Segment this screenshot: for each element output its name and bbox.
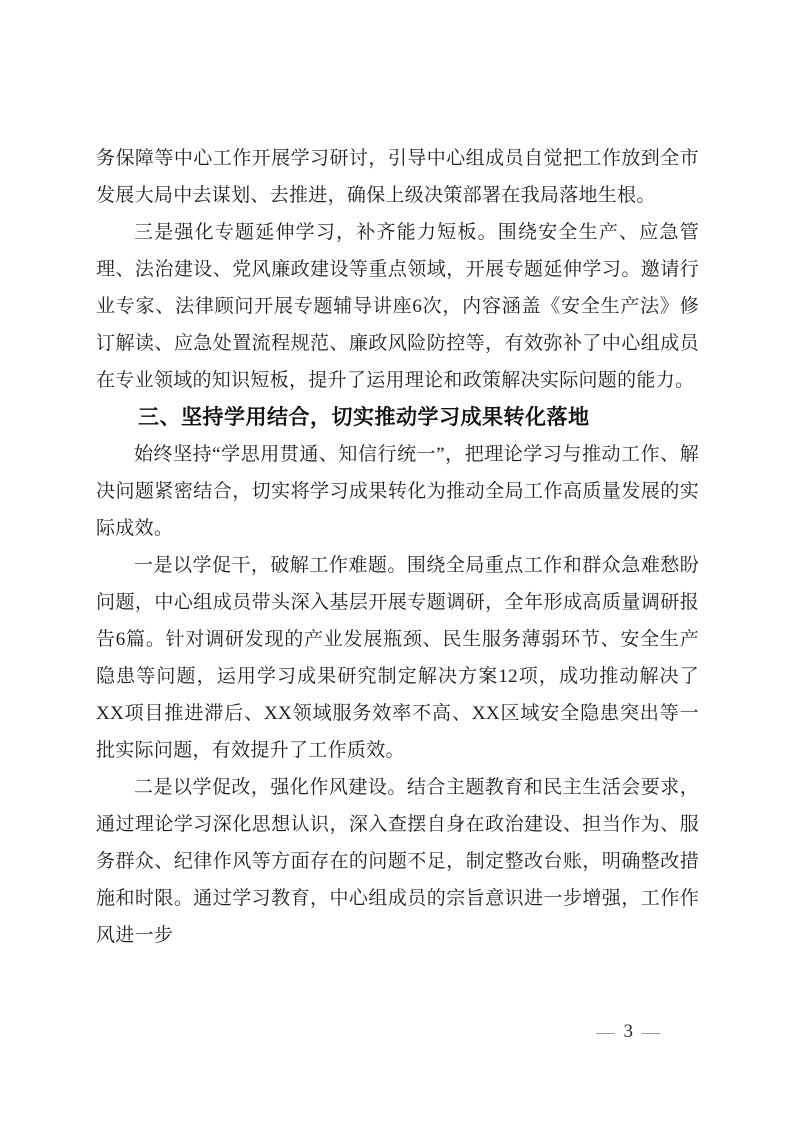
paragraph-continuation: 务保障等中心工作开展学习研讨，引导中心组成员自觉把工作放到全市发展大局中去谋划、去推进，确保上级决策部署在我局落地生根。 <box>96 148 699 206</box>
footer-dash-left: — <box>596 1022 615 1042</box>
page-number: 3 <box>623 1021 633 1042</box>
paragraph: 始终坚持“学思用贯通、知信行统一”，把理论学习与推动工作、解决问题紧密结合，切实将学习成果转化为推动全局工作高质量发展的实际成效。 <box>96 444 699 539</box>
document-body <box>96 140 699 954</box>
footer-dash-right: — <box>642 1022 660 1042</box>
paragraph: 一是以学促干，破解工作难题。围绕全局重点工作和群众急难愁盼问题，中心组成员带头深入基层开展专题调研，全年形成高质量调研报告6篇。针对调研发现的产业发展瓶颈、民生服务薄弱环节、安全生产隐患等问题，运用学习成果研究制定解决方案12项，成功推动解决了XX项目推进滞后、XX领域服务效率不高、XX区域安全隐患突出等一批实际问题，有效提升了工作质效。 <box>96 555 699 761</box>
page-footer <box>597 1019 661 1045</box>
section-heading: 三、坚持学用结合，切实推动学习成果转化落地 <box>138 406 590 429</box>
paragraph: 二是以学促改，强化作风建设。结合主题教育和民主生活会要求，通过理论学习深化思想认识，深入查摆自身在政治建设、担当作为、服务群众、纪律作风等方面存在的问题不足，制定整改台账，明确整改措施和时限。通过学习教育，中心组成员的宗旨意识进一步增强，工作作风进一步 <box>96 777 699 946</box>
paragraph: 三是强化专题延伸学习，补齐能力短板。围绕安全生产、应急管理、法治建设、党风廉政建设等重点领域，开展专题延伸学习。邀请行业专家、法律顾问开展专题辅导讲座6次，内容涵盖《安全生产法》修订解读、应急处置流程规范、廉政风险防控等，有效弥补了中心组成员在专业领域的知识短板，提升了运用理论和政策解决实际问题的能力。 <box>96 222 699 391</box>
